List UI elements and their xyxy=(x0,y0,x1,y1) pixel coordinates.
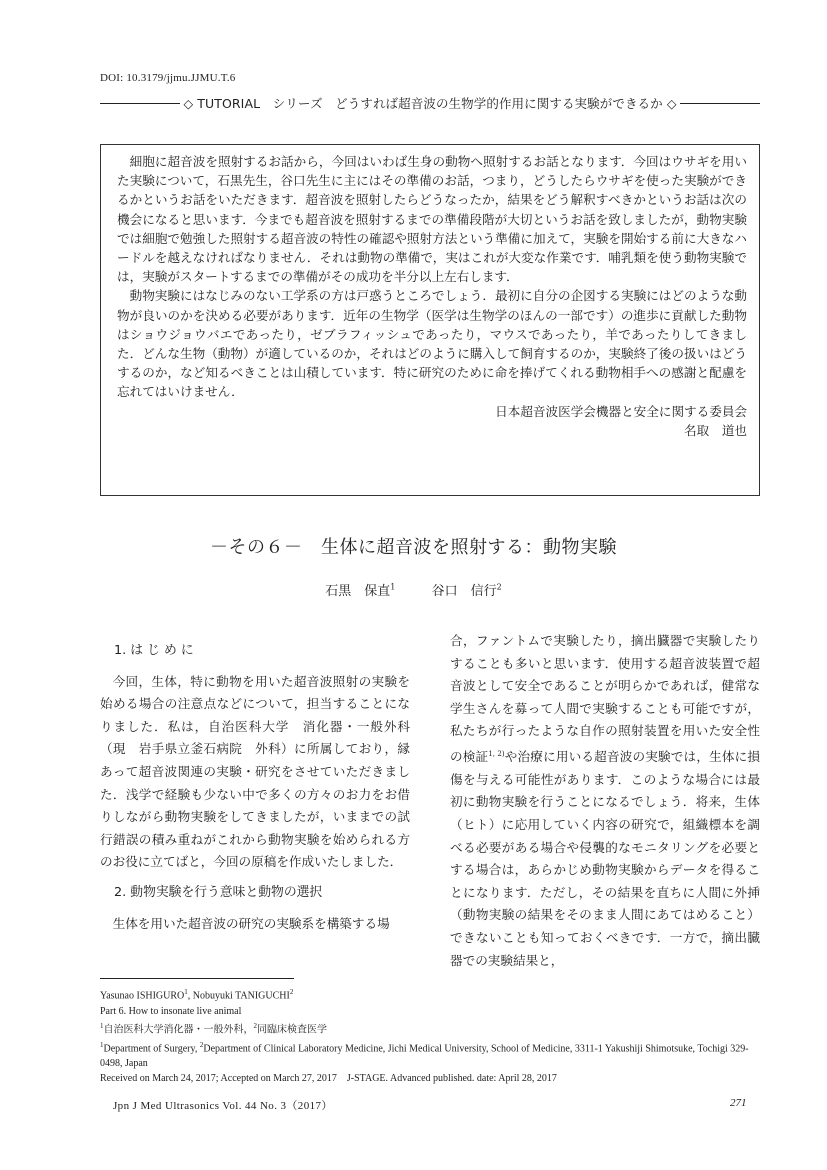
affiliation-mark: 2 xyxy=(253,1021,257,1030)
series-rule-left xyxy=(100,103,180,104)
author-name: 谷口 信行 xyxy=(431,584,497,599)
series-rule-right xyxy=(680,103,760,104)
affiliation-mark: 1 xyxy=(184,988,188,996)
intro-author: 名取 道也 xyxy=(684,422,747,438)
body-column-right xyxy=(450,630,760,972)
committee-name: 日本超音波医学会機器と安全に関する委員会 xyxy=(495,403,747,419)
intro-paragraph-1: 細胞に超音波を照射するお話から，今回はいわば生身の動物へ照射するお話となります．今回はウサギを用いた実験について，石黒先生，谷口先生に主にはその準備のお話，つまり，どうしたらウサギを使った実験ができるかというお話をいただきます．超音波を照射したらどうなったか，結果をどう解釈すべきかというお話は次の機会になると思います．今までも超音波を照射するまでの準備段階が大切というお話を致しましたが，動物実験では細胞で勉強した照射する超音波の特性の確認や照射方法という準備に加えて，実験を開始する前に大きなハードルを越えなければなりません．それは動物の準備で，実はこれが大変な作業です．哺乳類を使う動物実験では，実験がスタートするまでの準備がその成功を半分以上左右します． xyxy=(117,154,747,285)
series-banner xyxy=(100,94,760,112)
footnote-divider xyxy=(100,978,294,979)
section-heading: 2. 動物実験を行う意味と動物の選択 xyxy=(114,884,323,900)
footnote-text: , Nobuyuki TANIGUCHI xyxy=(187,990,290,1002)
footnote-authors xyxy=(100,985,762,1004)
footnote-text: 同臨床検査医学 xyxy=(257,1024,327,1036)
author-affiliation-mark: 1 xyxy=(390,582,396,592)
footnote-affiliation-jp xyxy=(100,1019,762,1038)
intro-paragraph-2: 動物実験にはなじみのない工学系の方は戸惑うところでしょう．最初に自分の企図する実験にはどのような動物が良いのかを決める必要があります．近年の生物学（医学は生物学のほんの一部です）の進歩に貢献した動物はショウジョウバエであったり，ゼブラフィッシュであったり，マウスであったり，羊であったりしてきました．どんな生物（動物）が適しているのか，それはどのように購入して飼育するのか，実験終了後の扱いはどうするのか，など知るべきことは山積しています．特に研究のために命を捧げてくれる動物相手への感謝と配慮を忘れてはいけません． xyxy=(117,288,747,400)
body-column-left xyxy=(100,630,410,935)
footnote-part: Part 6. How to insonate live animal xyxy=(100,1005,242,1017)
footnote-received: Received on March 24, 2017; Accepted on March 27, 2017 J-STAGE. Advanced published. date: April 28, 2017 xyxy=(100,1073,557,1085)
body-paragraph xyxy=(450,630,760,972)
footnote-text: Department of Surgery, xyxy=(103,1042,200,1054)
footnote-text: Yasunao ISHIGURO xyxy=(100,990,185,1002)
body-text: 合，ファントムで実験したり，摘出臓器で実験したりすることも多いと思います．使用する超音波装置で超音波として安全であることが明らかであれば，健常な学生さんを募って人間で実験することも可能ですが，私たちが行ったような自作の照射装置を用いた安全性の検証 xyxy=(450,633,760,765)
section-heading: 1. は じ め に xyxy=(114,643,194,658)
affiliation-mark: 1 xyxy=(100,1021,104,1030)
author-line xyxy=(0,580,827,599)
article-title: －その６－ 生体に超音波を照射する：動物実験 xyxy=(210,537,617,558)
body-text: や治療に用いる超音波の実験では，生体に損傷を与える可能性があります．このような場合には最初に動物実験を行うことになるでしょう．将来，生体（ヒト）に応用していく内容の研究で，組織標本を調べる必要がある場合や侵襲的なモニタリングを必要とする場合は，あらかじめ動物実験からデータを得ることになります．ただし，その結果を直ちに人間に外挿（動物実験の結果をそのまま人間にあてはめること）できないことも知っておくべきです．一方で，摘出臓器での実験結果と， xyxy=(450,749,760,968)
affiliation-mark: 2 xyxy=(289,988,294,996)
footer-journal: Jpn J Med Ultrasonics Vol. 44 No. 3（2017） xyxy=(113,1100,333,1112)
affiliation-mark: 1 xyxy=(100,1040,104,1049)
footnote-text: Department of Clinical Laboratory Medicine, Jichi Medical University, School of Medicine, 3311-1 Yakushiji Shimotsuke, Tochigi 329-0498, Japan xyxy=(100,1042,749,1070)
footnote-text: 自治医科大学消化器・一般外科， xyxy=(103,1024,254,1036)
citation-mark: 1, 2) xyxy=(488,749,505,758)
body-paragraph: 生体を用いた超音波の研究の実験系を構築する場 xyxy=(112,915,390,931)
doi-label: DOI: 10.3179/jjmu.JJMU.T.6 xyxy=(100,72,236,84)
affiliation-mark: 2 xyxy=(199,1040,204,1049)
body-paragraph: 今回，生体，特に動物を用いた超音波照射の実験を始める場合の注意点などについて，担当することになりました．私は，自治医科大学 消化器・一般外科（現 岩手県立釜石病院 外科）に所属しており，縁あって超音波関連の実験・研究をさせていただきました．浅学で経験も少ない中で多くの方々のお力をお借りしながら動物実験をしてきましたが，いままでの試行錯誤の積み重ねがこれから動物実験を始められる方のお役に立てばと，今回の原稿を作成いたしました． xyxy=(100,673,410,870)
footnotes xyxy=(100,985,762,1087)
series-title: ◇ TUTORIAL シリーズ どうすれば超音波の生物学的作用に関する実験ができるか ◇ xyxy=(183,96,677,111)
editor-introduction-box xyxy=(100,144,760,496)
author-name: 石黒 保直 xyxy=(325,584,391,599)
page-number: 271 xyxy=(730,1097,747,1109)
author-affiliation-mark: 2 xyxy=(496,582,502,592)
footnote-affiliation-en xyxy=(100,1038,762,1072)
